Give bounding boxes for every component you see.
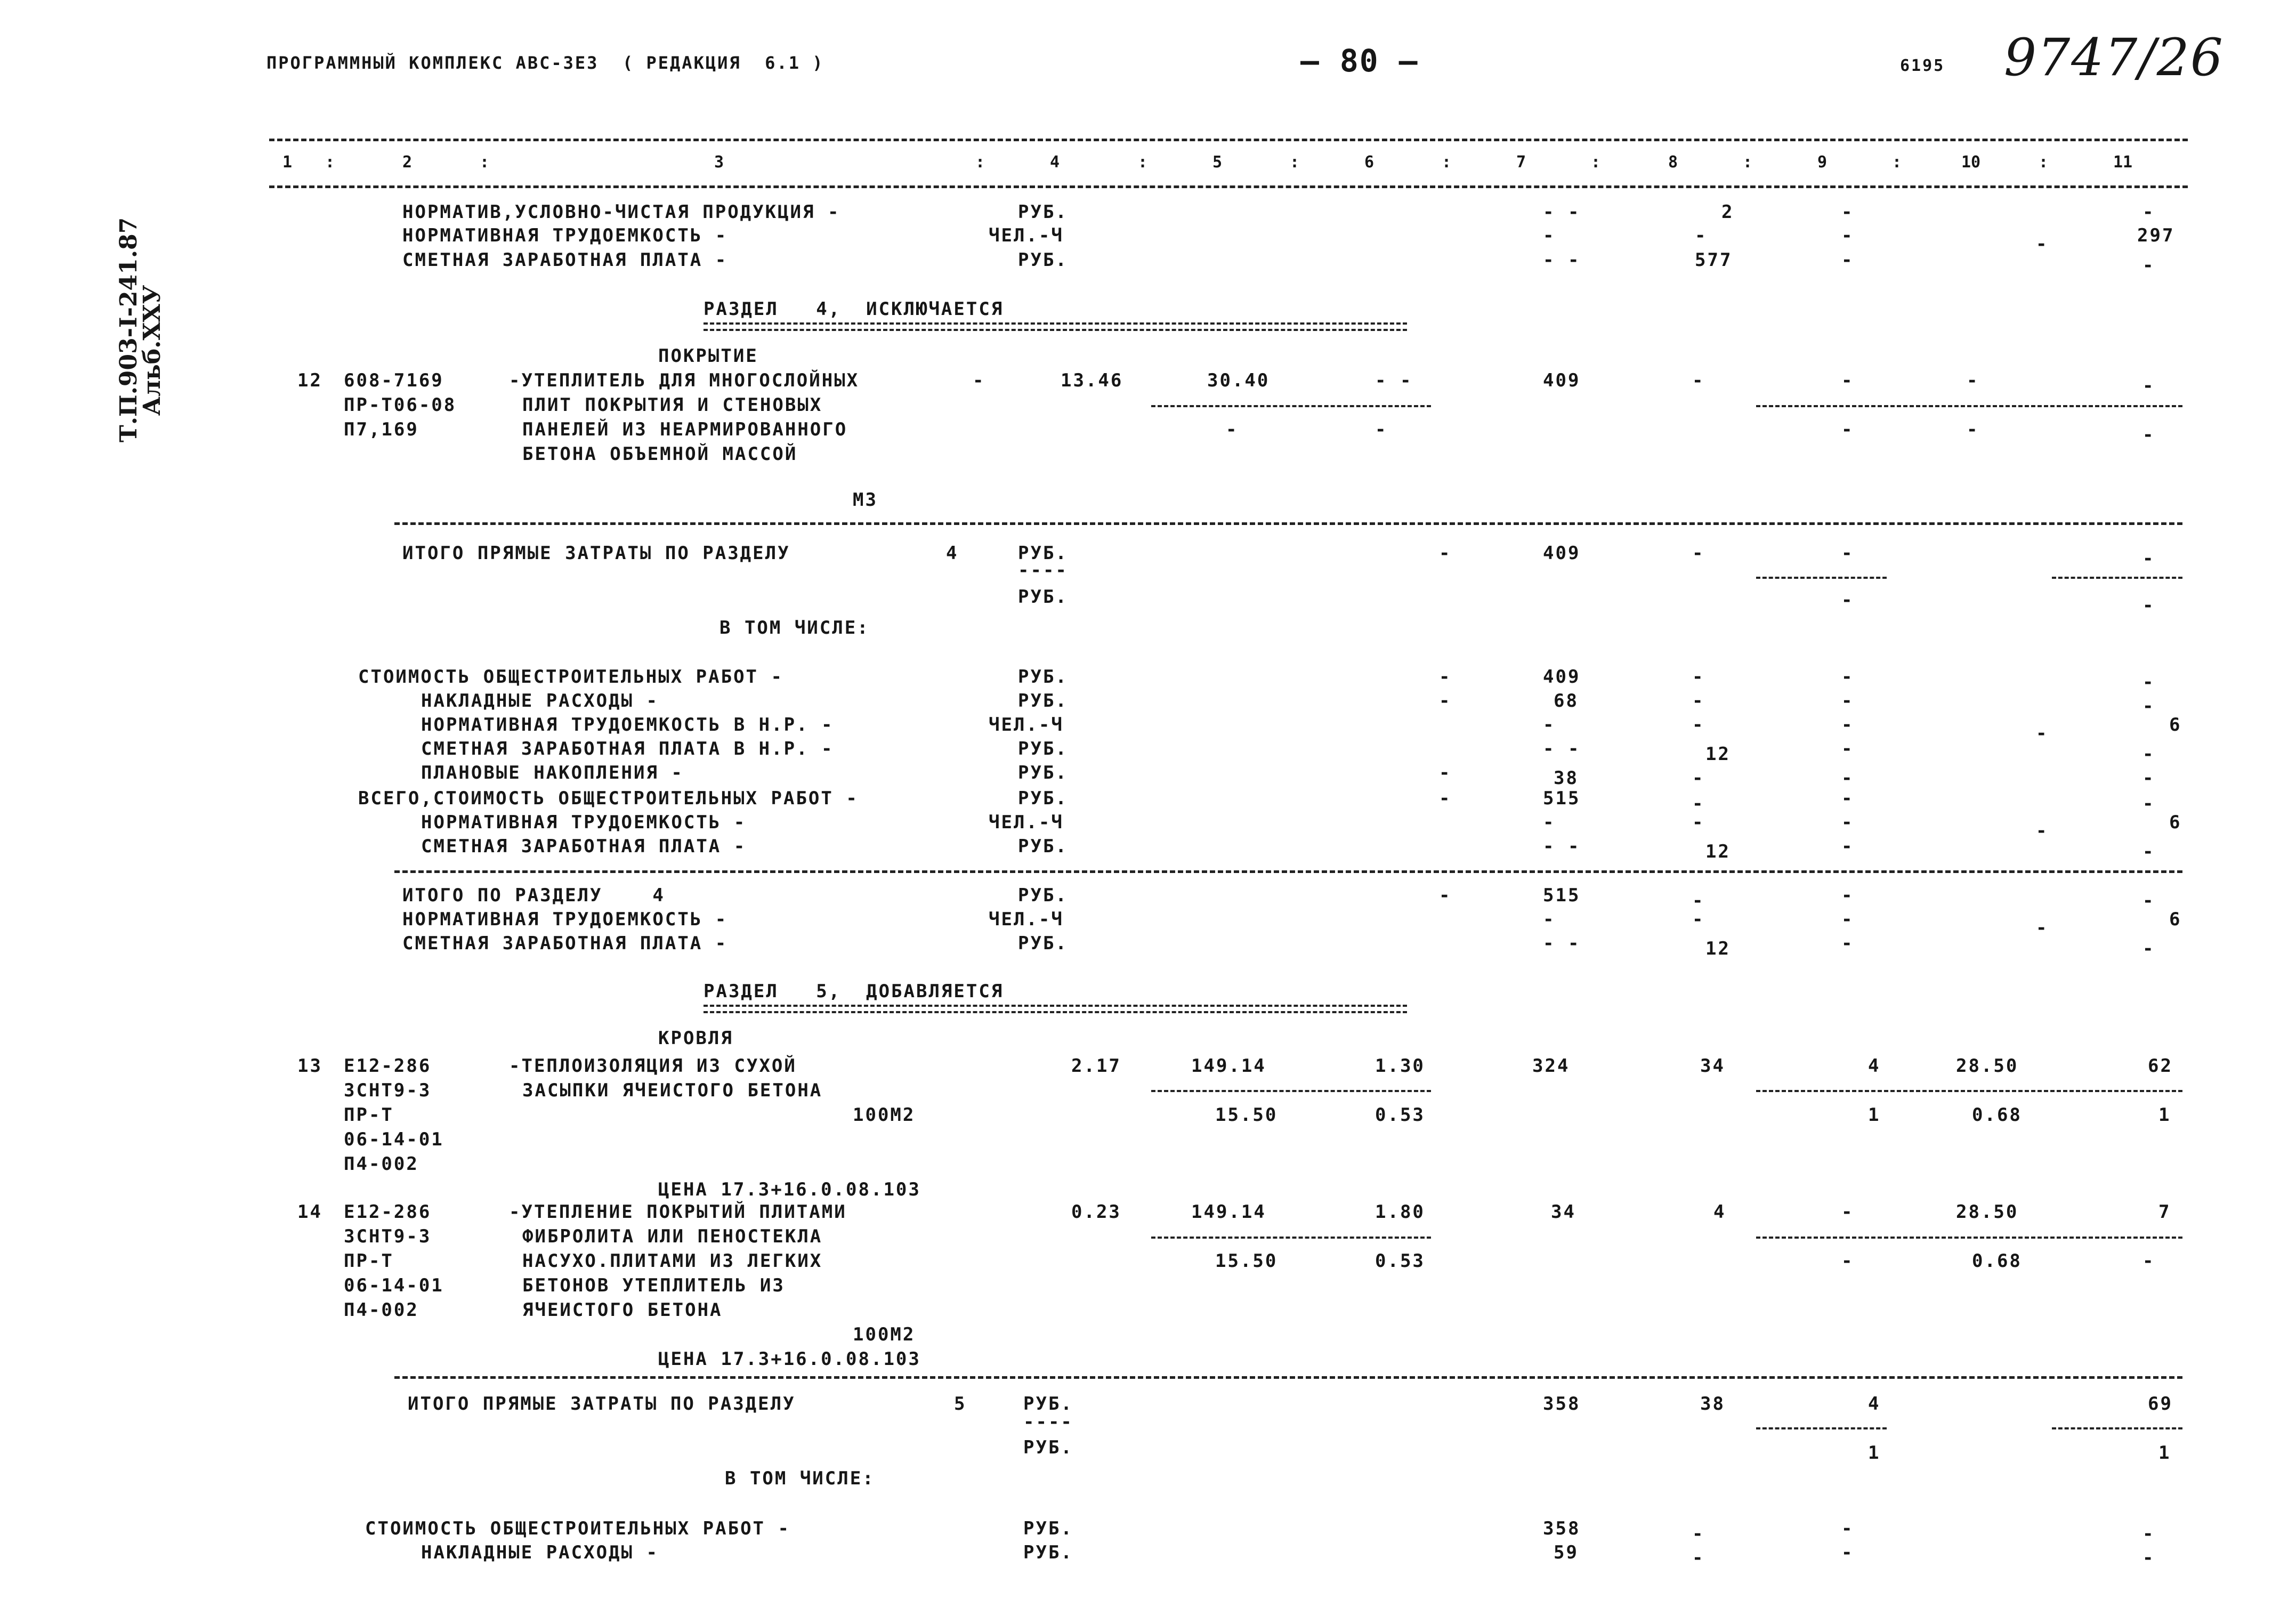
total-col9: 4 xyxy=(1868,1393,1881,1415)
item-col6-r2: - xyxy=(1375,419,1388,440)
item-description: ПЛИТ ПОКРЫТИЯ И СТЕНОВЫХ xyxy=(522,394,823,416)
row-col7: 515 xyxy=(1543,885,1581,906)
item-col9: 4 xyxy=(1868,1055,1881,1077)
row-col6: - xyxy=(1439,885,1452,906)
item-description: БЕТОНОВ УТЕПЛИТЕЛЬ ИЗ xyxy=(522,1275,785,1296)
row-col11: - xyxy=(2142,201,2155,223)
col-header-10: 10 xyxy=(1961,153,1981,172)
row-label: НАКЛАДНЫЕ РАСХОДЫ - xyxy=(421,1542,659,1563)
row-col9: - xyxy=(1841,909,1854,930)
row-col11: - xyxy=(2142,890,2155,911)
row-col8: - xyxy=(1692,812,1705,833)
side-label-line-2: Альб.ХХУ xyxy=(139,285,166,416)
cell-divider xyxy=(1756,405,2182,407)
item-code: ЗСНТ9-3 xyxy=(344,1080,432,1101)
total-col11: - xyxy=(2142,548,2155,569)
row-col6: - xyxy=(1439,788,1452,809)
item-col10-r2: - xyxy=(1967,419,1979,440)
row-col9: - xyxy=(1841,225,1854,246)
item-col10: - xyxy=(1967,370,1979,391)
row-col8: - xyxy=(1692,666,1705,688)
item-description: БЕТОНА ОБЪЕМНОЙ МАССОЙ xyxy=(522,443,798,465)
section-subtitle: ПОКРЫТИЕ xyxy=(658,345,758,367)
row-col11: 297 xyxy=(2137,225,2175,246)
row-label: СМЕТНАЯ ЗАРАБОТНАЯ ПЛАТА - xyxy=(402,933,728,954)
item-col10-r2: 0.68 xyxy=(1972,1250,2022,1272)
cell-divider xyxy=(2052,577,2182,579)
program-title: ПРОГРАММНЫЙ КОМПЛЕКС АВС-ЗЕ3 ( РЕДАКЦИЯ 6.1 ) xyxy=(266,53,824,73)
item-col4: 13.46 xyxy=(1061,370,1123,391)
total-col11-r2: - xyxy=(2142,595,2155,616)
total-unit: РУБ. xyxy=(1018,543,1068,564)
total-col9: - xyxy=(1841,543,1854,564)
col-header-sep: : xyxy=(2039,153,2049,172)
item-col9-r2: - xyxy=(1841,419,1854,440)
total-col8: 38 xyxy=(1700,1393,1725,1415)
row-col7: - - xyxy=(1543,836,1581,857)
item-number: 13 xyxy=(297,1055,322,1077)
item-col9: - xyxy=(1841,1201,1854,1223)
row-label: ВСЕГО,СТОИМОСТЬ ОБЩЕСТРОИТЕЛЬНЫХ РАБОТ - xyxy=(358,788,859,809)
row-unit: РУБ. xyxy=(1018,836,1068,857)
item-col11-r2: - xyxy=(2142,1250,2155,1272)
row-col8: 12 xyxy=(1705,938,1731,959)
item-col5-r2: - xyxy=(1226,419,1239,440)
col-header-sep: : xyxy=(1591,153,1601,172)
item-col6-r2: 0.53 xyxy=(1375,1104,1425,1126)
row-col7: - - xyxy=(1543,933,1581,954)
col-header-6: 6 xyxy=(1364,153,1374,172)
item-unit: 100М2 xyxy=(853,1104,916,1126)
item-code: ПР-Т xyxy=(344,1104,394,1126)
row-unit: РУБ. xyxy=(1018,885,1068,906)
row-col7: - - xyxy=(1543,249,1581,271)
col-header-sep: : xyxy=(480,153,490,172)
row-col9: - xyxy=(1841,788,1854,809)
row-col8: - xyxy=(1692,909,1705,930)
col-header-sep: : xyxy=(325,153,335,172)
item-col7: 34 xyxy=(1551,1201,1576,1223)
item-code: Е12-286 xyxy=(344,1055,432,1077)
row-col11: - xyxy=(2142,767,2155,789)
item-col7: 324 xyxy=(1532,1055,1570,1077)
row-col11: - xyxy=(2142,938,2155,959)
col-header-sep: : xyxy=(975,153,985,172)
row-col7: 59 xyxy=(1554,1542,1579,1563)
row-unit: ЧЕЛ.-Ч xyxy=(989,225,1064,246)
row-col8: 2 xyxy=(1721,201,1734,223)
total-section-no: 5 xyxy=(954,1393,967,1415)
cell-divider xyxy=(1151,405,1431,407)
cell-divider xyxy=(1151,1237,1431,1239)
row-col9: - xyxy=(1841,812,1854,833)
cell-divider xyxy=(1756,1427,1887,1429)
row-unit: ЧЕЛ.-Ч xyxy=(989,714,1064,736)
row-col11: 6 xyxy=(2169,909,2182,930)
total-unit: РУБ. xyxy=(1018,586,1068,608)
item-col8: 34 xyxy=(1700,1055,1725,1077)
row-col11: - xyxy=(2142,672,2155,693)
item-unit: М3 xyxy=(853,489,878,511)
row-col11: - xyxy=(2142,696,2155,717)
col-header-sep: : xyxy=(1743,153,1753,172)
total-col11: 69 xyxy=(2148,1393,2173,1415)
row-col11: - xyxy=(2142,1523,2155,1545)
row-label: СМЕТНАЯ ЗАРАБОТНАЯ ПЛАТА - xyxy=(402,249,728,271)
row-col11: - xyxy=(2142,744,2155,765)
row-col6: - xyxy=(1439,690,1452,712)
item-col11: 62 xyxy=(2148,1055,2173,1077)
item-col10: 28.50 xyxy=(1956,1055,2019,1077)
doc-code: 6195 xyxy=(1900,56,1945,75)
row-col11: - xyxy=(2142,255,2155,276)
item-code: ПР-Т06-08 xyxy=(344,394,457,416)
row-col11: - xyxy=(2142,793,2155,814)
row-label: СТОИМОСТЬ ОБЩЕСТРОИТЕЛЬНЫХ РАБОТ - xyxy=(358,666,783,688)
item-col9-r2: 1 xyxy=(1868,1104,1881,1126)
row-col7: 38 xyxy=(1554,767,1579,789)
subtotal-rule xyxy=(394,522,2182,525)
col-header-1: 1 xyxy=(282,153,293,172)
row-label: НОРМАТИВНАЯ ТРУДОЕМКОСТЬ - xyxy=(402,909,728,930)
item-qty: - xyxy=(973,370,985,391)
section-underline xyxy=(704,322,1407,331)
row-unit: РУБ. xyxy=(1018,201,1068,223)
item-col11-r2: - xyxy=(2142,424,2155,446)
col-header-sep: : xyxy=(1290,153,1300,172)
row-col11: - xyxy=(2142,1547,2155,1569)
item-price: ЦЕНА 17.3+16.0.08.103 xyxy=(658,1179,921,1200)
row-unit: РУБ. xyxy=(1018,690,1068,712)
row-col8: 577 xyxy=(1695,249,1733,271)
col-header-3: 3 xyxy=(714,153,724,172)
row-col9: - xyxy=(1841,738,1854,760)
table-top-rule xyxy=(269,139,2188,141)
item-col7: 409 xyxy=(1543,370,1581,391)
total-label: ИТОГО ПРЯМЫЕ ЗАТРАТЫ ПО РАЗДЕЛУ xyxy=(408,1393,796,1415)
col-header-5: 5 xyxy=(1212,153,1223,172)
row-col7: - xyxy=(1543,812,1556,833)
item-col5-r2: 15.50 xyxy=(1215,1104,1278,1126)
item-col9: - xyxy=(1841,370,1854,391)
section-subtitle: КРОВЛЯ xyxy=(658,1028,733,1049)
row-unit: РУБ. xyxy=(1023,1542,1073,1563)
row-label: СТОИМОСТЬ ОБЩЕСТРОИТЕЛЬНЫХ РАБОТ - xyxy=(365,1518,790,1539)
item-col11: 7 xyxy=(2158,1201,2171,1223)
total-col9-r2: 1 xyxy=(1868,1442,1881,1464)
row-unit: ЧЕЛ.-Ч xyxy=(989,909,1064,930)
total-unit: РУБ. xyxy=(1023,1437,1073,1458)
item-description: ЯЧЕИСТОГО БЕТОНА xyxy=(522,1299,723,1321)
col-header-sep: : xyxy=(1892,153,1902,172)
row-col10: - xyxy=(2036,917,2049,939)
item-code: П4-002 xyxy=(344,1299,419,1321)
item-code: Е12-286 xyxy=(344,1201,432,1223)
row-col9: - xyxy=(1841,1542,1854,1563)
cell-divider xyxy=(1756,577,1887,579)
cell-divider xyxy=(1756,1237,2182,1239)
col-header-8: 8 xyxy=(1668,153,1678,172)
total-col6: - xyxy=(1439,543,1452,564)
item-col6: 1.30 xyxy=(1375,1055,1425,1077)
total-unit-dash: ---- xyxy=(1023,1411,1073,1433)
row-col8: - xyxy=(1692,793,1705,814)
row-col10: - xyxy=(2036,233,2049,255)
item-code: 608-7169 xyxy=(344,370,444,391)
row-col9: - xyxy=(1841,836,1854,857)
row-col8: - xyxy=(1695,225,1708,246)
row-col11: 6 xyxy=(2169,812,2182,833)
total-col7: 409 xyxy=(1543,543,1581,564)
row-col7: 409 xyxy=(1543,666,1581,688)
total-col7: 358 xyxy=(1543,1393,1581,1415)
col-header-9: 9 xyxy=(1817,153,1828,172)
row-col9: - xyxy=(1841,714,1854,736)
item-col11-r2: 1 xyxy=(2158,1104,2171,1126)
row-label: НОРМАТИВНАЯ ТРУДОЕМКОСТЬ - xyxy=(402,225,728,246)
row-label: НОРМАТИВНАЯ ТРУДОЕМКОСТЬ В Н.Р. - xyxy=(421,714,834,736)
row-col11: - xyxy=(2142,841,2155,862)
item-code: П7,169 xyxy=(344,419,419,440)
item-col6: 1.80 xyxy=(1375,1201,1425,1223)
total-unit-dash: ---- xyxy=(1018,560,1068,581)
row-col7: - - xyxy=(1543,738,1581,760)
item-col11: - xyxy=(2142,375,2155,397)
col-header-sep: : xyxy=(1138,153,1148,172)
total-unit: РУБ. xyxy=(1023,1393,1073,1415)
row-col7: - xyxy=(1543,909,1556,930)
item-col9-r2: - xyxy=(1841,1250,1854,1272)
row-unit: РУБ. xyxy=(1018,788,1068,809)
item-code: 06-14-01 xyxy=(344,1129,444,1150)
row-col8: - xyxy=(1692,1523,1705,1545)
row-col8: - xyxy=(1692,690,1705,712)
item-code: ПР-Т xyxy=(344,1250,394,1272)
total-col9-r2: - xyxy=(1841,589,1854,611)
row-col9: - xyxy=(1841,690,1854,712)
subtotal-rule xyxy=(394,870,2182,873)
item-description: НАСУХО.ПЛИТАМИ ИЗ ЛЕГКИХ xyxy=(522,1250,823,1272)
row-col7: - xyxy=(1543,714,1556,736)
row-unit: ЧЕЛ.-Ч xyxy=(989,812,1064,833)
item-number: 12 xyxy=(297,370,322,391)
col-header-sep: : xyxy=(1442,153,1452,172)
item-col5: 149.14 xyxy=(1191,1201,1266,1223)
item-col5-r2: 15.50 xyxy=(1215,1250,1278,1272)
row-col8: - xyxy=(1692,1547,1705,1569)
col-header-4: 4 xyxy=(1050,153,1060,172)
side-label xyxy=(115,192,166,458)
item-col8: - xyxy=(1692,370,1705,391)
col-header-7: 7 xyxy=(1516,153,1526,172)
subtotal-rule xyxy=(394,1376,2182,1379)
item-description: -УТЕПЛЕНИЕ ПОКРЫТИЙ ПЛИТАМИ xyxy=(509,1201,847,1223)
item-description: -ТЕПЛОИЗОЛЯЦИЯ ИЗ СУХОЙ xyxy=(509,1055,797,1077)
row-label: СМЕТНАЯ ЗАРАБОТНАЯ ПЛАТА В Н.Р. - xyxy=(421,738,834,760)
row-label: СМЕТНАЯ ЗАРАБОТНАЯ ПЛАТА - xyxy=(421,836,747,857)
total-label: ИТОГО ПРЯМЫЕ ЗАТРАТЫ ПО РАЗДЕЛУ xyxy=(402,543,790,564)
total-col11-r2: 1 xyxy=(2158,1442,2171,1464)
row-label: ИТОГО ПО РАЗДЕЛУ 4 xyxy=(402,885,665,906)
row-col9: - xyxy=(1841,249,1854,271)
row-unit: РУБ. xyxy=(1018,738,1068,760)
total-col8: - xyxy=(1692,543,1705,564)
row-label: НАКЛАДНЫЕ РАСХОДЫ - xyxy=(421,690,659,712)
row-label: ПЛАНОВЫЕ НАКОПЛЕНИЯ - xyxy=(421,762,684,783)
row-col9: - xyxy=(1841,767,1854,789)
section-title: РАЗДЕЛ 5, ДОБАВЛЯЕТСЯ xyxy=(704,981,1004,1002)
row-col6: - xyxy=(1439,762,1452,783)
row-unit: РУБ. xyxy=(1018,666,1068,688)
item-code: 06-14-01 xyxy=(344,1275,444,1296)
item-col6: - - xyxy=(1375,370,1413,391)
page-number: — 80 — xyxy=(1300,43,1419,79)
row-col8: - xyxy=(1692,714,1705,736)
item-col10-r2: 0.68 xyxy=(1972,1104,2022,1126)
col-header-2: 2 xyxy=(402,153,413,172)
section-underline xyxy=(704,1005,1407,1013)
row-col9: - xyxy=(1841,1518,1854,1539)
row-col7: - - xyxy=(1543,201,1581,223)
row-col9: - xyxy=(1841,885,1854,906)
row-col10: - xyxy=(2036,723,2049,744)
cell-divider xyxy=(1756,1090,2182,1092)
item-unit: 100М2 xyxy=(853,1324,916,1345)
including-heading: В ТОМ ЧИСЛЕ: xyxy=(725,1468,875,1489)
row-col9: - xyxy=(1841,666,1854,688)
row-col8: 12 xyxy=(1705,744,1731,765)
row-col7: 515 xyxy=(1543,788,1581,809)
including-heading: В ТОМ ЧИСЛЕ: xyxy=(719,617,870,639)
item-col5: 149.14 xyxy=(1191,1055,1266,1077)
row-col8: - xyxy=(1692,767,1705,789)
row-label: НОРМАТИВ,УСЛОВНО-ЧИСТАЯ ПРОДУКЦИЯ - xyxy=(402,201,840,223)
item-code: П4-002 xyxy=(344,1153,419,1175)
row-col9: - xyxy=(1841,933,1854,954)
handwritten-number: 9747/26 xyxy=(2004,28,2224,87)
row-unit: РУБ. xyxy=(1018,249,1068,271)
item-col4: 2.17 xyxy=(1071,1055,1121,1077)
side-label-line-1: Т.П.903-I-241.87 xyxy=(115,217,142,442)
section-title: РАЗДЕЛ 4, ИСКЛЮЧАЕТСЯ xyxy=(704,298,1004,320)
cell-divider xyxy=(1151,1090,1431,1092)
row-col10: - xyxy=(2036,820,2049,842)
item-description: ФИБРОЛИТА ИЛИ ПЕНОСТЕКЛА xyxy=(522,1226,823,1247)
col-header-11: 11 xyxy=(2113,153,2133,172)
row-label: НОРМАТИВНАЯ ТРУДОЕМКОСТЬ - xyxy=(421,812,747,833)
row-unit: РУБ. xyxy=(1023,1518,1073,1539)
row-col7: - xyxy=(1543,225,1556,246)
row-col7: 68 xyxy=(1554,690,1579,712)
item-col4: 0.23 xyxy=(1071,1201,1121,1223)
item-price: ЦЕНА 17.3+16.0.08.103 xyxy=(658,1348,921,1370)
item-col8: 4 xyxy=(1713,1201,1726,1223)
table-header-rule xyxy=(269,185,2188,188)
row-unit: РУБ. xyxy=(1018,933,1068,954)
item-col5: 30.40 xyxy=(1207,370,1270,391)
item-description: -УТЕПЛИТЕЛЬ ДЛЯ МНОГОСЛОЙНЫХ xyxy=(509,370,860,391)
row-col7: 358 xyxy=(1543,1518,1581,1539)
item-col10: 28.50 xyxy=(1956,1201,2019,1223)
total-section-no: 4 xyxy=(946,543,959,564)
item-number: 14 xyxy=(297,1201,322,1223)
item-description: ПАНЕЛЕЙ ИЗ НЕАРМИРОВАННОГО xyxy=(522,419,848,440)
row-unit: РУБ. xyxy=(1018,762,1068,783)
item-col6-r2: 0.53 xyxy=(1375,1250,1425,1272)
row-col8: - xyxy=(1692,890,1705,911)
row-col11: 6 xyxy=(2169,714,2182,736)
cell-divider xyxy=(2052,1427,2182,1429)
row-col8: 12 xyxy=(1705,841,1731,862)
row-col6: - xyxy=(1439,666,1452,688)
item-description: ЗАСЫПКИ ЯЧЕИСТОГО БЕТОНА xyxy=(522,1080,823,1101)
item-code: ЗСНТ9-3 xyxy=(344,1226,432,1247)
row-col9: - xyxy=(1841,201,1854,223)
